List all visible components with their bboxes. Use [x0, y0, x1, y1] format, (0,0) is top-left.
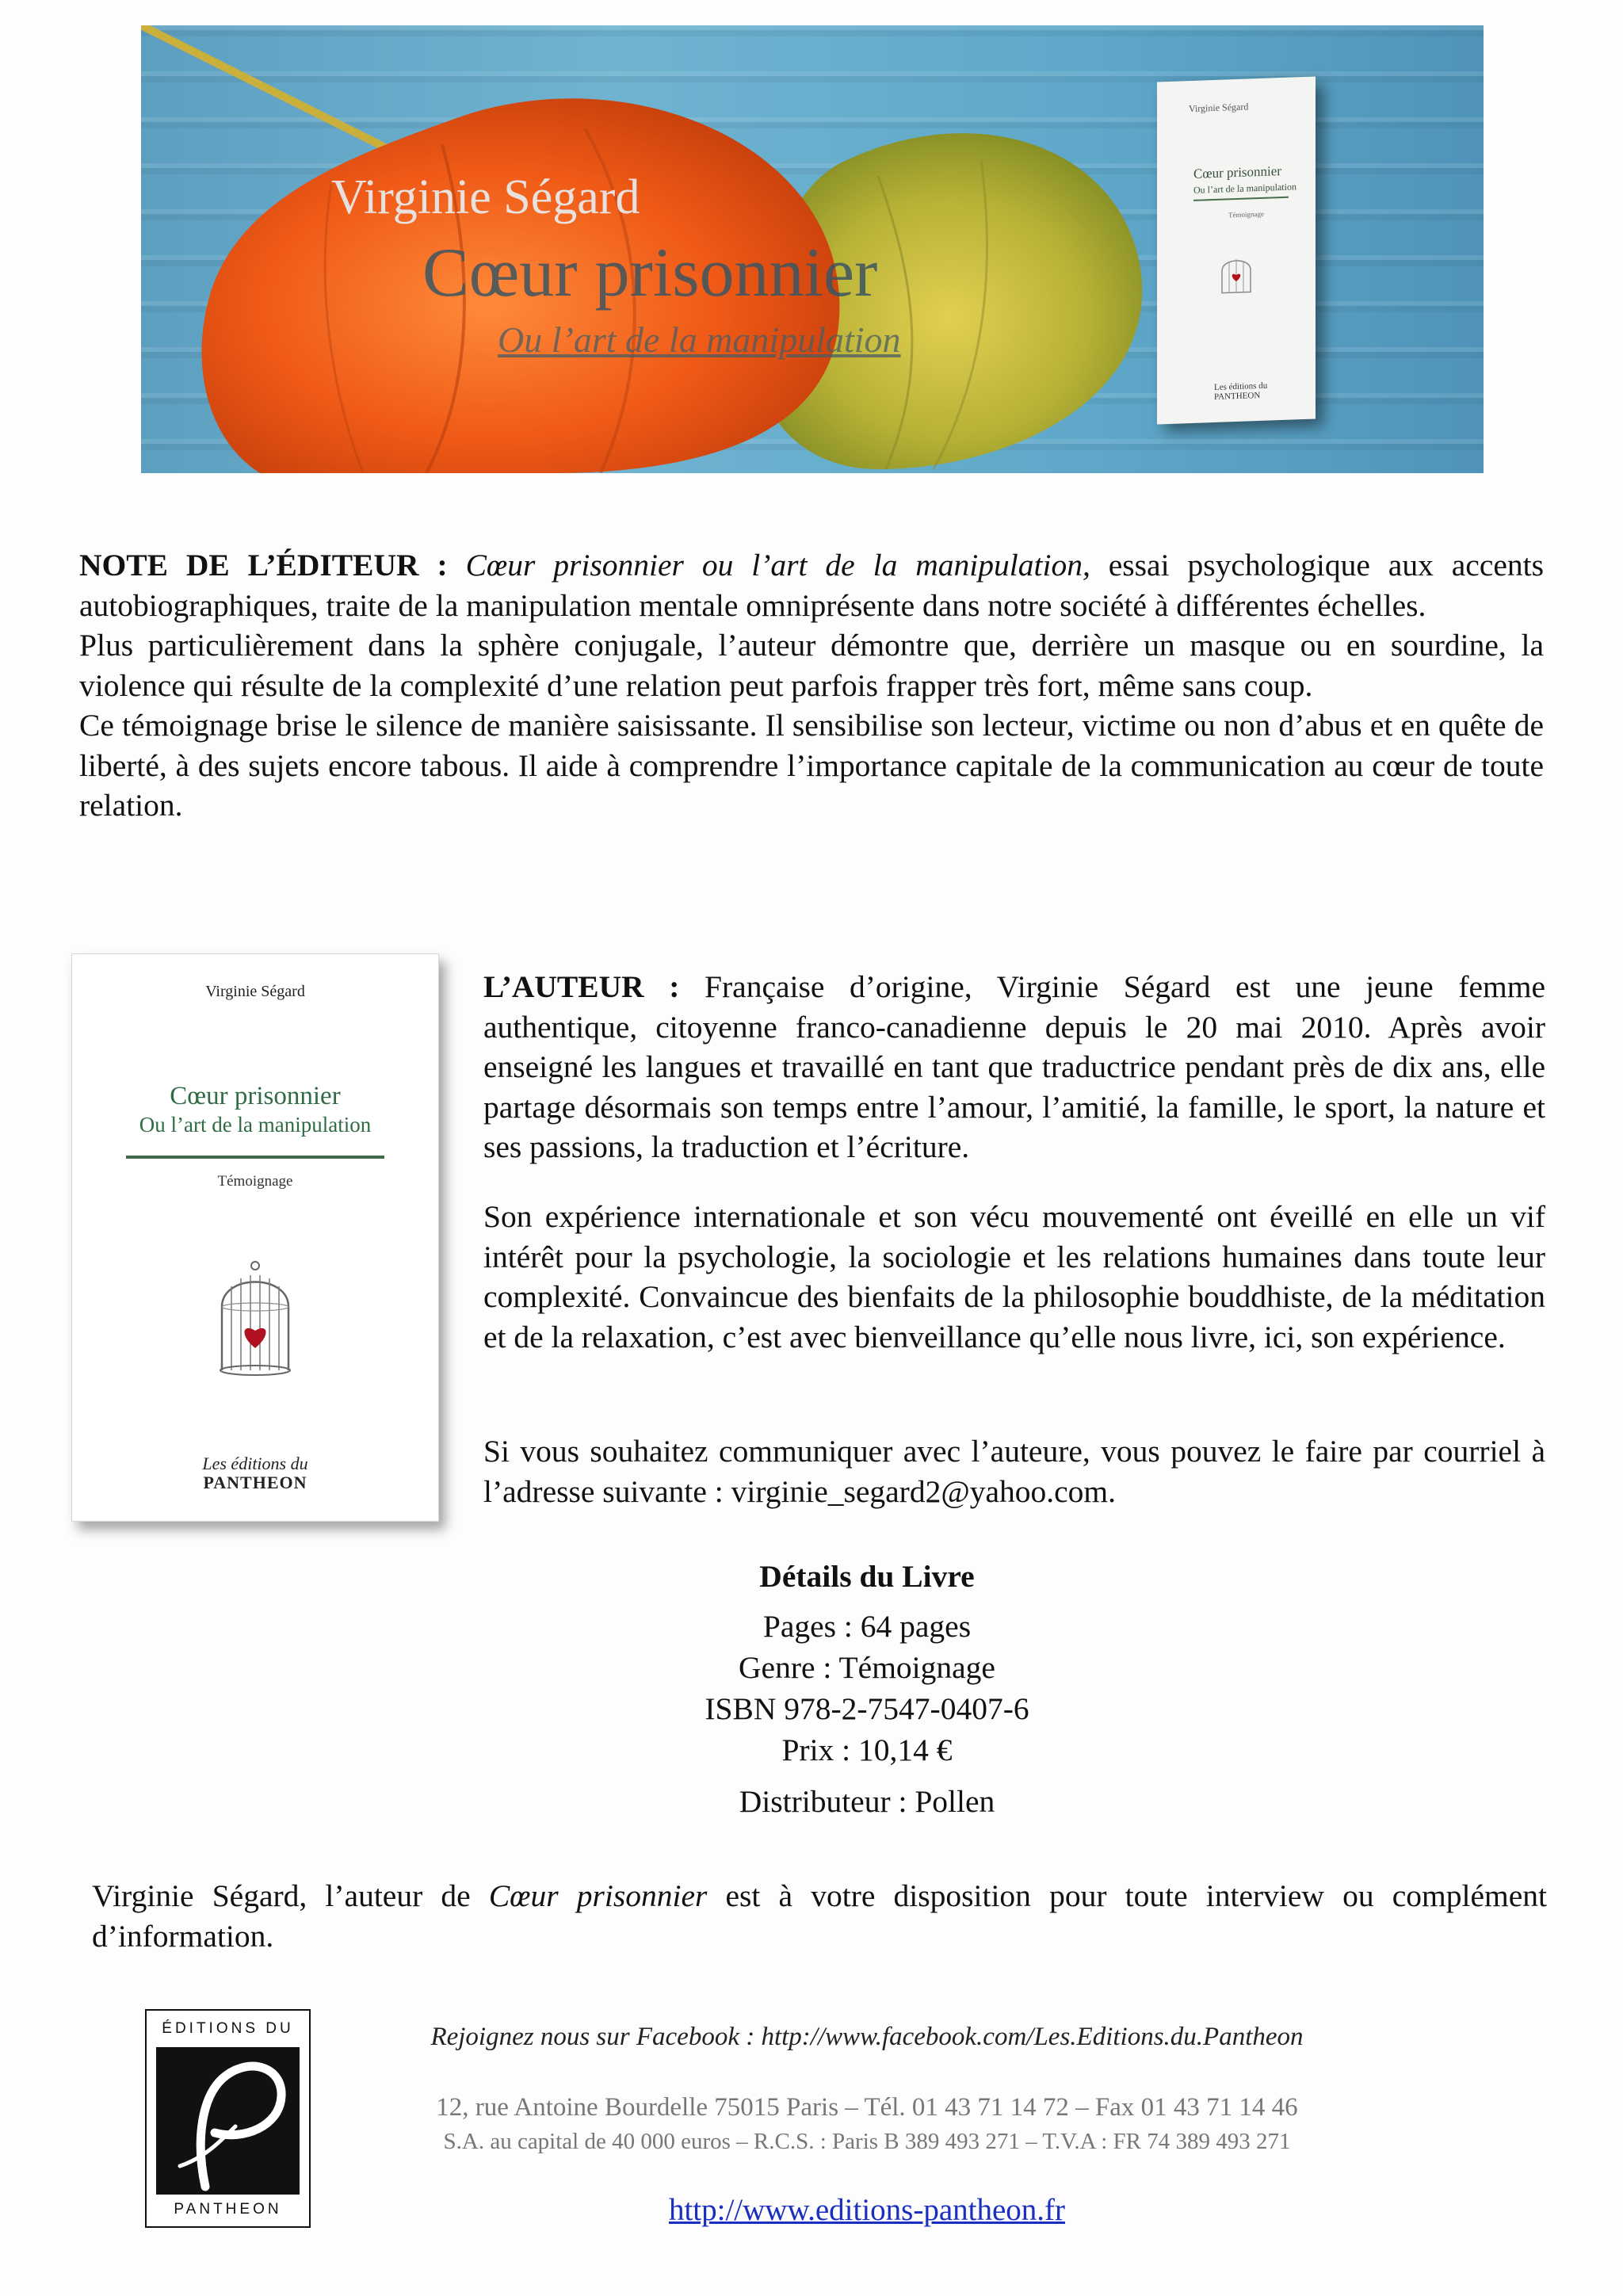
cover-genre: Témoignage: [217, 1173, 293, 1190]
logo-bottom-text: PANTHEON: [174, 2201, 282, 2218]
banner-book-title-line1: Cœur prisonnier: [1193, 163, 1281, 181]
website-link[interactable]: http://www.editions-pantheon.fr: [668, 2193, 1066, 2227]
editor-note-paragraph-3: Ce témoignage brise le silence de manière saisissante. Il sensibilise son lecteur, victime ou non d’abus et en quête de liberté, à des sujets encore tabous. Il aide à comprendre l’importance capitale de la communication au cœur de toute relation.: [79, 708, 1544, 823]
banner-book-author: Virginie Ségard: [1189, 101, 1249, 115]
banner-book-publisher-line2: PANTHEON: [1214, 390, 1261, 402]
closing-statement: [92, 1876, 1547, 1956]
editor-note-text-1: essai psychologique aux accents autobiographiques, traite de la manipulation mentale omniprésente dans notre société à différentes échelles.: [79, 548, 1544, 623]
details-heading: Détails du Livre: [759, 1559, 975, 1594]
birdcage-icon: [216, 1259, 295, 1378]
banner-subtitle: Ou l’art de la manipulation: [498, 319, 901, 360]
author-bio-text-1: Française d’origine, Virginie Ségard est une jeune femme authentique, citoyenne franco-canadienne depuis le 20 mai 2010. Après avoir enseigné les langues et travaillé en tant que traductrice pendant près de dix ans, elle partage désormais son temps entre l’amour, l’amitié, la famille, le sport, la nature et ses passions, la traduction et l’écriture.: [483, 969, 1545, 1164]
cover-divider: [126, 1156, 384, 1159]
banner-title: Cœur prisonnier: [422, 235, 878, 311]
banner-book-publisher: [1214, 381, 1267, 402]
details-isbn: ISBN 978-2-7547-0407-6: [705, 1691, 1029, 1726]
cover-subtitle: Ou l’art de la manipulation: [139, 1113, 372, 1137]
banner-image: [141, 25, 1484, 473]
author-contact: Si vous souhaitez communiquer avec l’auteure, vous pouvez le faire par courriel à l’adresse suivante : virginie_segard2@yahoo.com.: [483, 1434, 1545, 1509]
banner-book-genre: Témoignage: [1228, 209, 1264, 220]
closing-text-2: est à votre disposition pour toute interview ou complément d’information.: [92, 1878, 1547, 1954]
editor-note-paragraph-1: [79, 545, 1544, 625]
cover-author: Virginie Ségard: [205, 983, 305, 1000]
banner-book-publisher-line1: Les éditions du: [1214, 380, 1268, 392]
publisher-address: 12, rue Antoine Bourdelle 75015 Paris – Tél. 01 43 71 14 72 – Fax 01 43 71 14 46: [436, 2093, 1298, 2122]
cover-publisher-line1: Les éditions du: [202, 1454, 308, 1473]
details-distributor: Distributeur : Pollen: [739, 1784, 995, 1819]
editor-note-label: NOTE DE L’ÉDITEUR :: [79, 548, 448, 583]
author-bio-paragraph-2: Son expérience internationale et son vécu mouvementé ont éveillé en elle un vif intérêt pour la psychologie, la sociologie et les relations humaines dans toute leur complexité. Convaincue des bienfaits de la philosophie bouddhiste, de la méditation et de la relaxation, c’est avec bienveillance qu’elle nous livre, ici, son expérience.: [483, 1199, 1545, 1354]
closing-text-1: Virginie Ségard, l’auteur de: [92, 1878, 489, 1913]
editor-note-book-title: Cœur prisonnier ou l’art de la manipulation,: [465, 548, 1090, 583]
cover-title: Cœur prisonnier: [170, 1082, 341, 1110]
banner-book-cover: [1157, 77, 1316, 425]
editor-note: [79, 545, 1544, 826]
facebook-link-text: Rejoignez nous sur Facebook : http://www.facebook.com/Les.Editions.du.Pantheon: [430, 2023, 1304, 2051]
author-bio: [483, 967, 1545, 1167]
cover-publisher-line2: PANTHEON: [203, 1473, 307, 1492]
banner-author: Virginie Ségard: [331, 170, 640, 224]
details-pages: Pages : 64 pages: [762, 1609, 972, 1644]
author-label: L’AUTEUR :: [483, 969, 680, 1004]
editor-note-paragraph-2: Plus particulièrement dans la sphère conjugale, l’auteur démontre que, derrière un masque ou en sourdine, la violence qui résulte de la complexité d’une relation peut parfois frapper très fort, même sans coup.: [79, 628, 1544, 703]
birdcage-icon: [1219, 249, 1254, 296]
banner-book-title-line2: Ou l’art de la manipulation: [1193, 181, 1296, 196]
banner-book-title: [1193, 162, 1296, 198]
publisher-legal-info: S.A. au capital de 40 000 euros – R.C.S. : Paris B 389 493 271 – T.V.A : FR 74 389 493 271: [443, 2129, 1291, 2154]
details-genre: Genre : Témoignage: [739, 1650, 995, 1685]
details-price: Prix : 10,14 €: [781, 1733, 953, 1767]
logo-top-text: ÉDITIONS DU: [162, 2020, 294, 2037]
closing-book-title: Cœur prisonnier: [488, 1878, 708, 1913]
book-cover-image: [71, 953, 439, 1522]
